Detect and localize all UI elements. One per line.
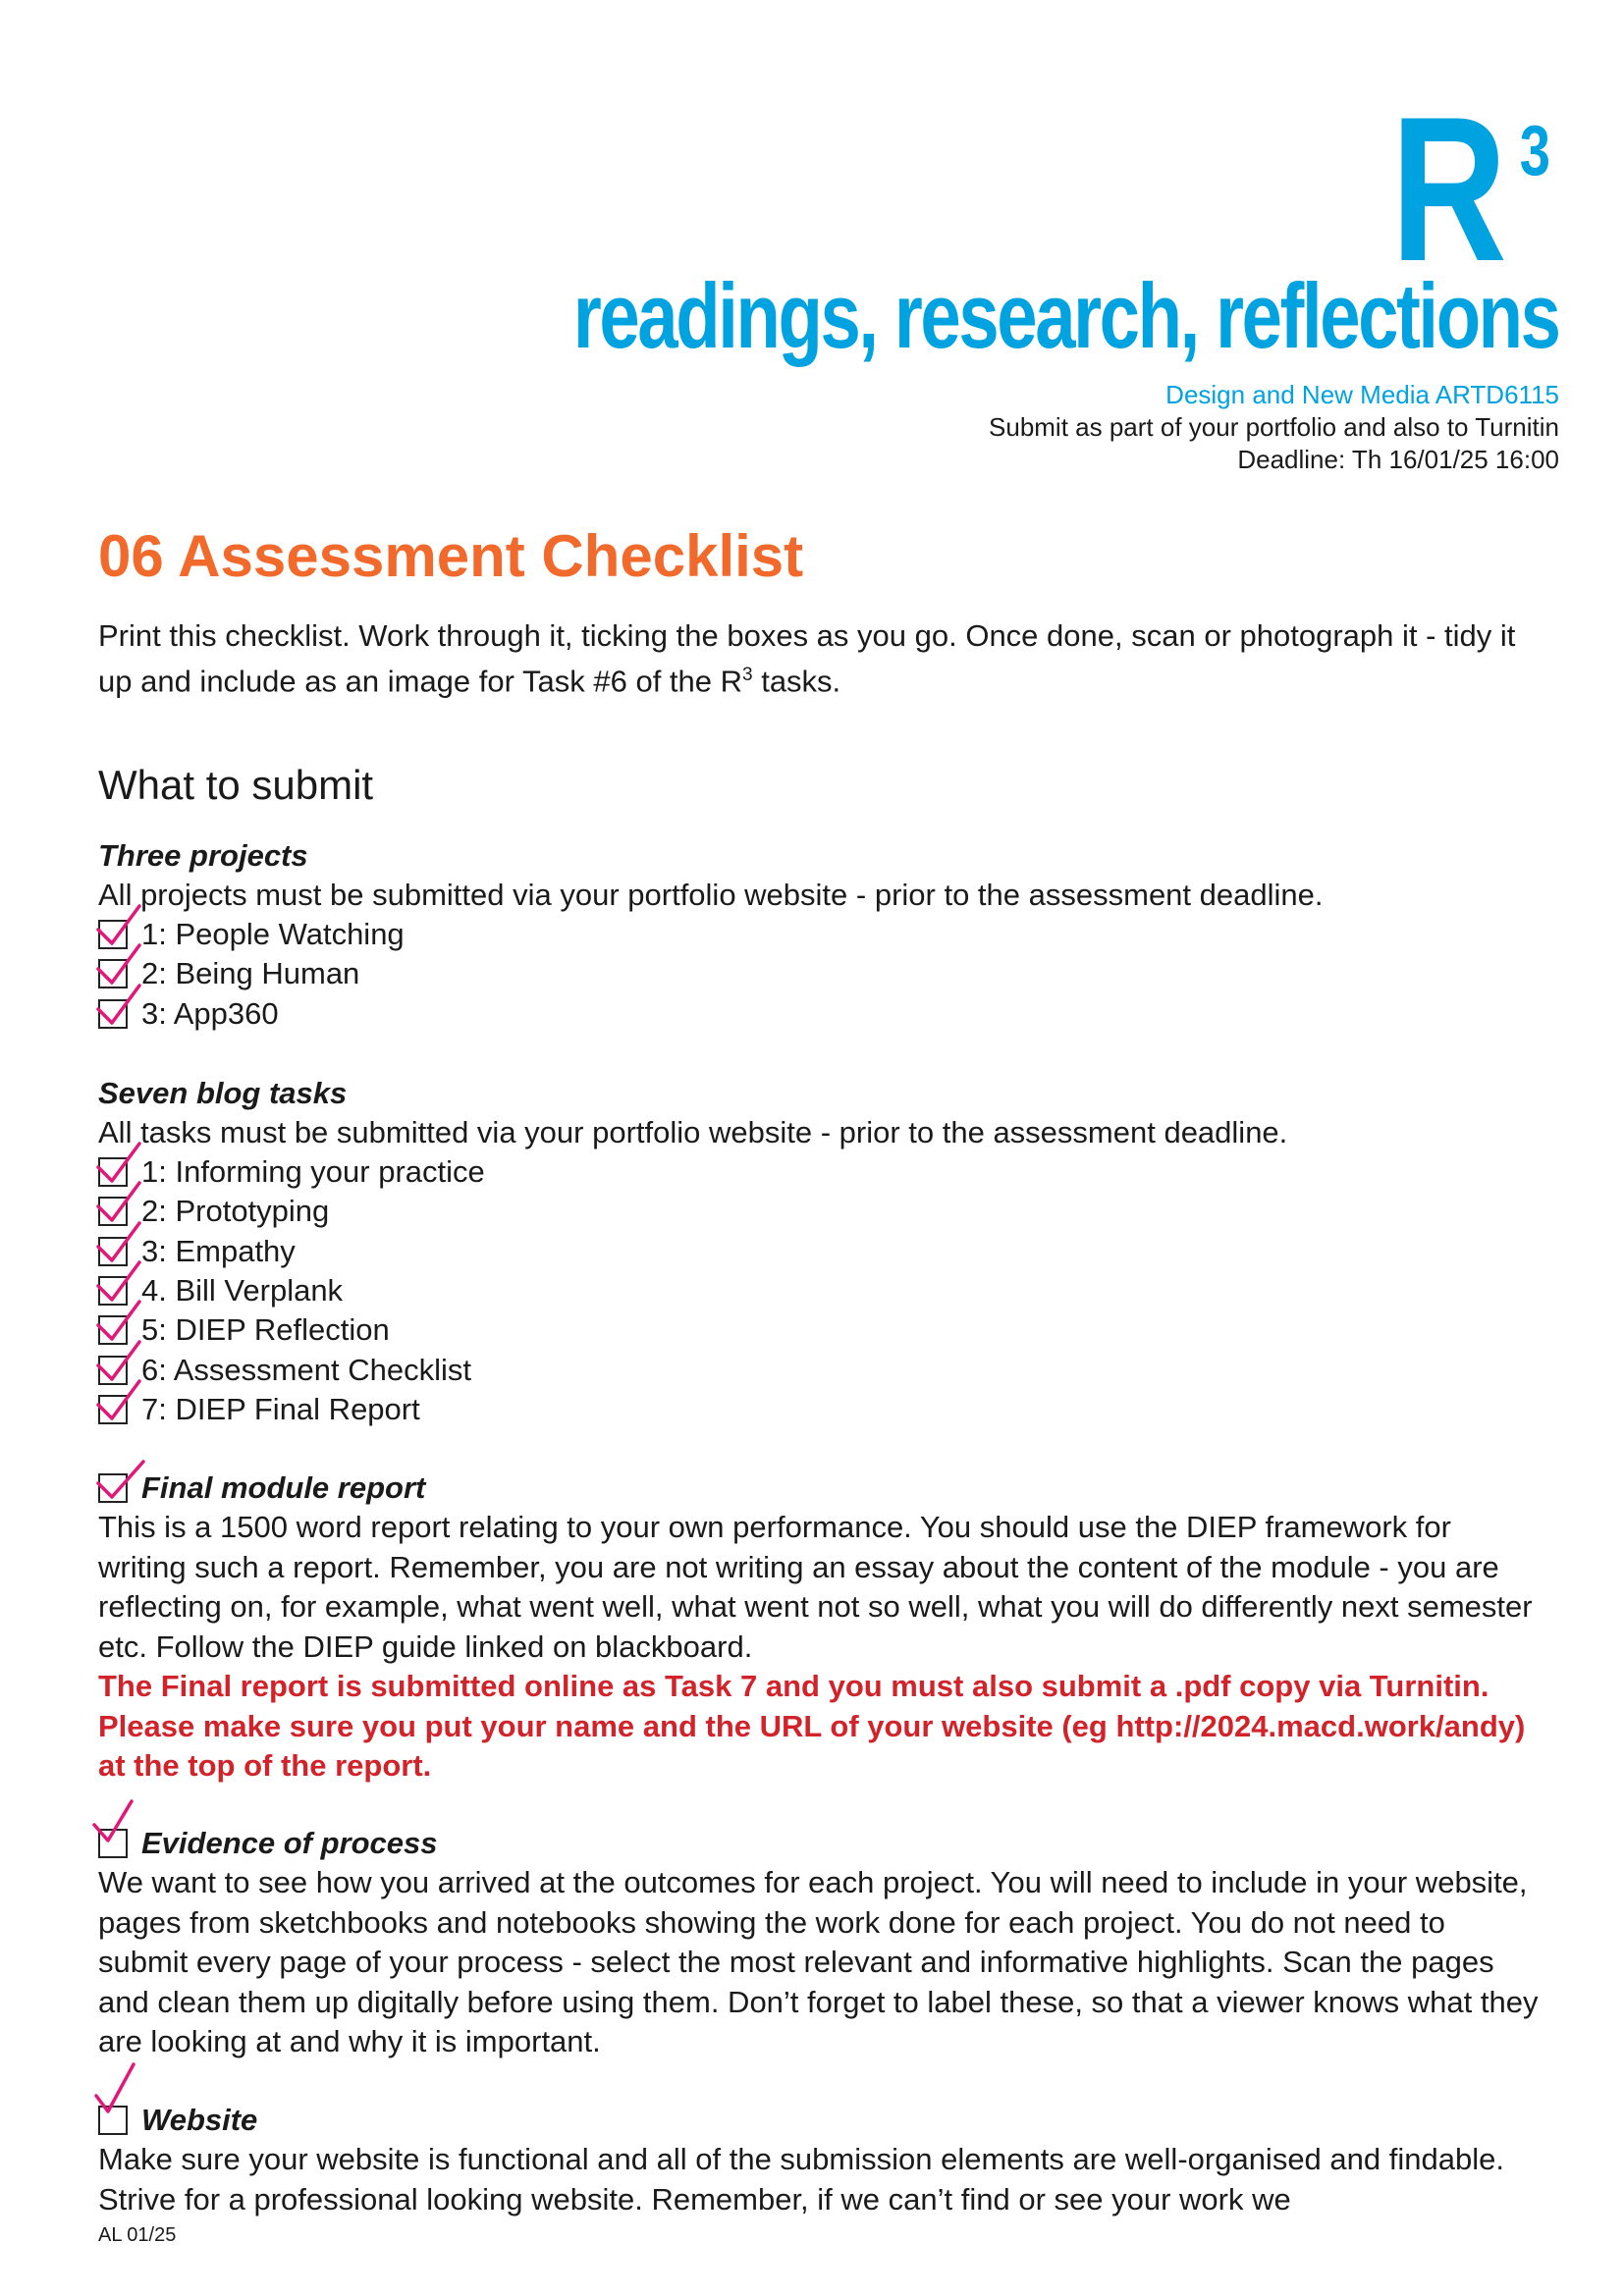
evidence-row[interactable] xyxy=(98,1824,438,1863)
submit-note: Submit as part of your portfolio and also to Turnitin xyxy=(989,412,1559,442)
checkmark-icon xyxy=(92,1454,147,1509)
brand-title: readings, research, reflections xyxy=(573,264,1559,367)
blog-tasks-description: All tasks must be submitted via your portfolio website - prior to the assessment deadline. xyxy=(98,1115,1288,1149)
footer-code: AL 01/25 xyxy=(98,2224,177,2246)
deadline: Deadline: Th 16/01/25 16:00 xyxy=(1237,445,1559,474)
checklist-item[interactable] xyxy=(98,1390,420,1429)
final-report-heading: Final module report xyxy=(141,1470,426,1505)
intro-text: Print this checklist. Work through it, ticking the boxes as you go. Once done, scan or photograph it - tidy it up and include as an image for Task #6 of the $R^3$ tasks. xyxy=(98,618,1516,699)
checklist-item-label: 1: Informing your practice xyxy=(141,1154,485,1189)
checklist-item-label: 3: App360 xyxy=(141,995,279,1031)
projects-description: All projects must be submitted via your portfolio website - prior to the assessment deadline. xyxy=(98,878,1324,912)
checkmark-icon xyxy=(92,1799,147,1854)
final-report-row[interactable] xyxy=(98,1468,425,1508)
website-row[interactable] xyxy=(98,2101,257,2140)
checklist-item[interactable] xyxy=(98,1351,471,1390)
section-title: What to submit xyxy=(98,762,374,808)
checkmark-icon xyxy=(92,980,147,1035)
brand-logo-r: R xyxy=(1390,74,1504,304)
brand-logo-superscript: 3 xyxy=(1519,112,1550,190)
website-body: Make sure your website is functional and all of the submission elements are well-organised and findable. Strive for a professional looking website. Remember, if we can’t find or see your work we xyxy=(98,2142,1504,2216)
checklist-item[interactable] xyxy=(98,994,279,1034)
page-title: 06 Assessment Checklist xyxy=(98,523,804,589)
evidence-heading: Evidence of process xyxy=(141,1826,438,1860)
evidence-body: We want to see how you arrived at the outcomes for each project. You will need to include in your website, pages from sketchbooks and notebooks showing the work done for each project. You do not need to submit every page of your process - select the most relevant and informative highlights. Scan the pages and clean them up digitally before using them. Don’t forget to label these, so that a viewer knows what they are looking at and why it is important. xyxy=(98,1865,1539,2058)
final-report-body: This is a 1500 word report relating to your own performance. You should use the DIEP framework for writing such a report. Remember, you are not writing an essay about the content of the module - you are reflecting on, for example, what went well, what went not so well, what you will do differently next semester etc. Follow the DIEP guide linked on blackboard. The Final report is submitted online as Task 7 and you must also submit a .pdf copy via Turnitin. Please make sure you put your name and the URL of your website (eg http://2024.macd.work/andy) at the top of the report. xyxy=(98,1510,1533,1783)
checklist-checkbox[interactable] xyxy=(98,1395,128,1424)
checklist-item-label: 4. Bill Verplank xyxy=(141,1272,344,1308)
checkmark-icon xyxy=(92,2070,147,2125)
website-heading: Website xyxy=(141,2103,258,2137)
checklist-item-label: 5: DIEP Reflection xyxy=(141,1312,390,1348)
projects-heading: Three projects xyxy=(98,838,308,873)
blog-tasks-heading: Seven blog tasks xyxy=(98,1076,348,1110)
checklist-item-label: 1: People Watching xyxy=(141,917,405,951)
final-report-checkbox[interactable] xyxy=(98,1473,128,1503)
checklist-item-label: 3: Empathy xyxy=(141,1233,296,1268)
checklist-item-label: 6: Assessment Checklist xyxy=(141,1352,471,1387)
website-checkbox[interactable] xyxy=(98,2106,128,2135)
checkmark-icon xyxy=(92,1375,147,1430)
checklist-checkbox[interactable] xyxy=(98,999,128,1029)
checklist-item-label: 7: DIEP Final Report xyxy=(141,1391,420,1426)
checklist-item[interactable] xyxy=(98,1152,485,1192)
final-report-emphasis: The Final report is submitted online as Task 7 and you must also submit a .pdf copy via Turnitin. Please make sure you put your name and the URL of your website (eg http://2024.macd.work/andy) at the top of the report. xyxy=(98,1669,1526,1783)
checklist-item-label: 2: Being Human xyxy=(141,956,360,991)
course-name: Design and New Media ARTD6115 xyxy=(1165,380,1559,409)
evidence-checkbox[interactable] xyxy=(98,1829,128,1858)
checklist-item-label: 2: Prototyping xyxy=(141,1194,330,1229)
